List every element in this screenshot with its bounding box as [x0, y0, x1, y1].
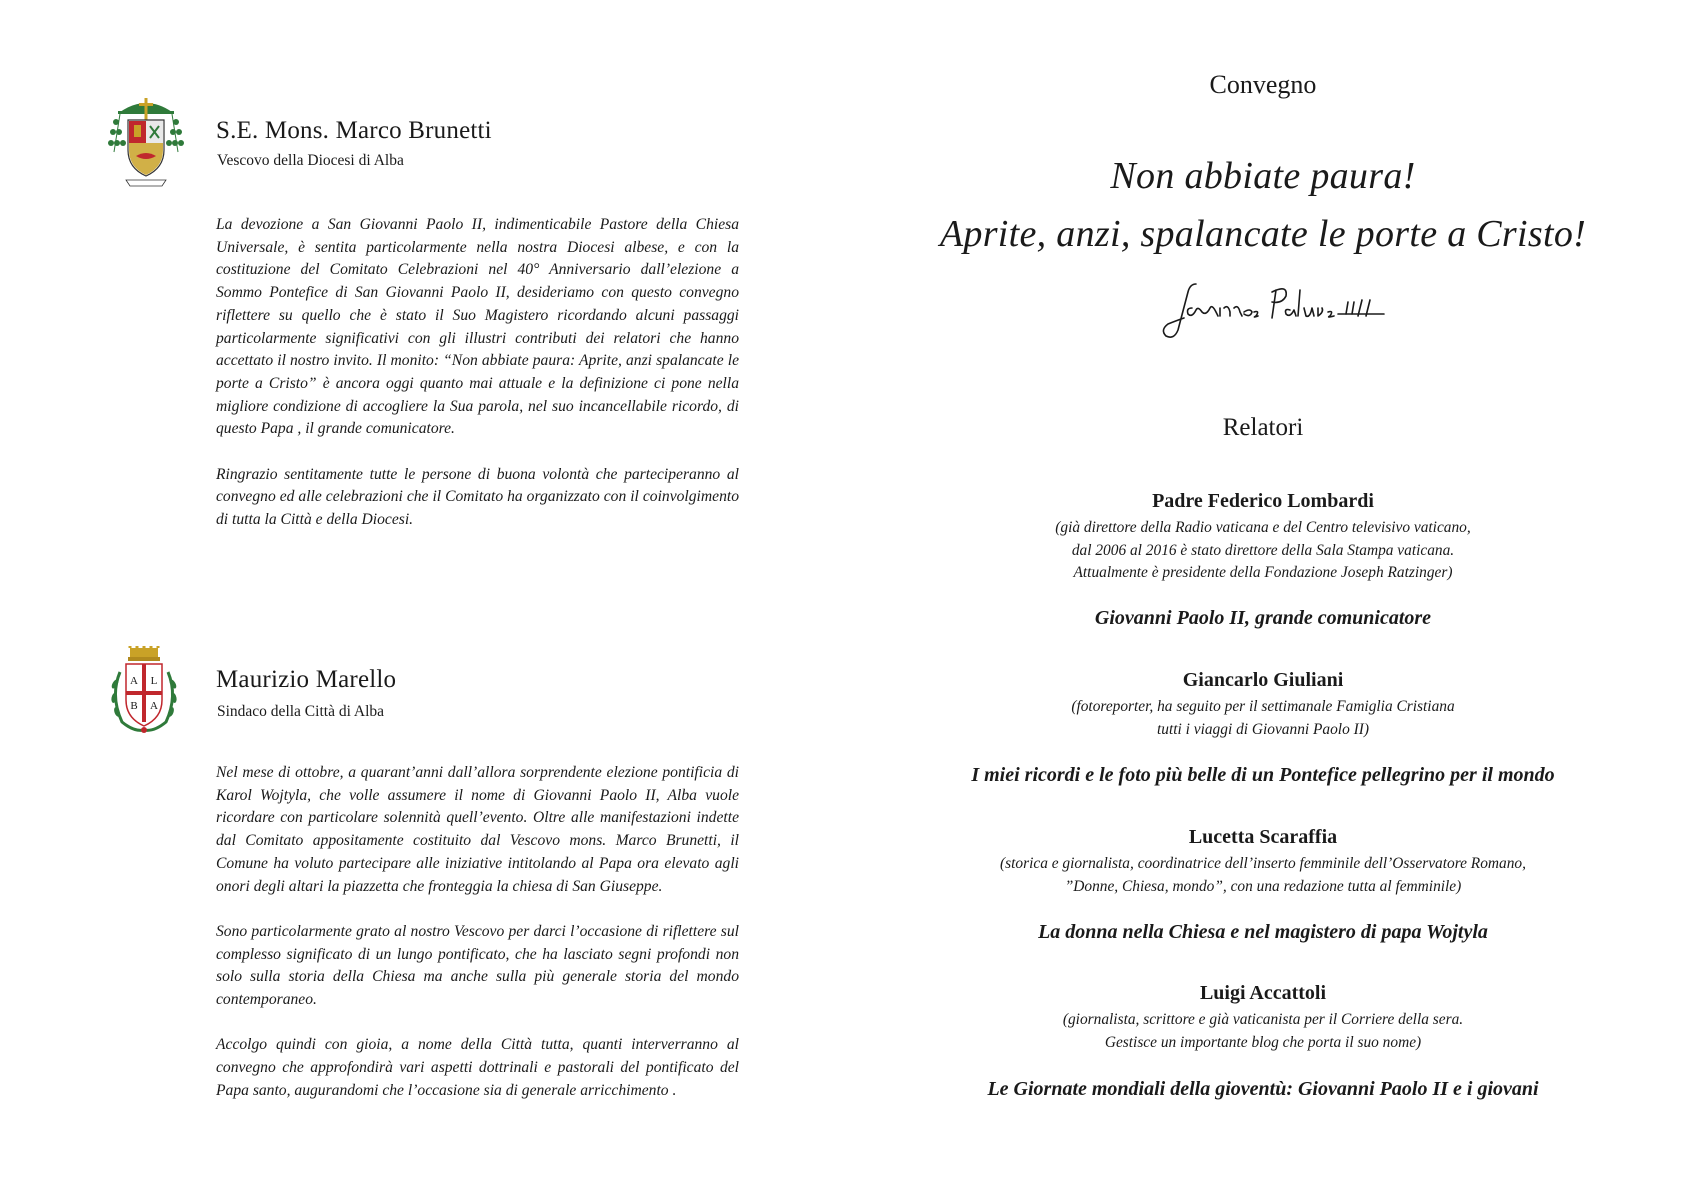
speaker-2-bio-line-1: (fotoreporter, ha seguito per il settimanale Famiglia Cristiana — [1071, 698, 1455, 715]
mayor-letter-paragraph-3: Accolgo quindi con gioia, a nome della Città tutta, quanti interverranno al convegno che approfondirà vari aspetti dottrinali e pastorali del pontificato del Papa santo, augurandomi che l’occasione sia di generale arricchimento . — [216, 1036, 739, 1099]
speaker-1-bio — [842, 517, 1684, 585]
bishop-role: Vescovo della Diocesi di Alba — [217, 152, 404, 169]
speaker-3-bio — [842, 853, 1684, 898]
speaker-1-name: Padre Federico Lombardi — [1152, 490, 1374, 512]
speaker-2-talk-title: I miei ricordi e le foto più belle di un Pontefice pellegrino per il mondo — [971, 764, 1555, 786]
mayor-letter-paragraph-1: Nel mese di ottobre, a quarant’anni dall’allora sorprendente elezione pontificia di Karol Wojtyla, che volle assumere il nome di Giovanni Paolo II, Alba vuole ricordare con particolare solennità quell’evento. Oltre alle manifestazioni indette dal Comitato appositamente costituito dal Vescovo mons. Marco Brunetti, il Comune ha voluto partecipare alle iniziative intitolando al Papa ora elevato agli onori degli altari la piazzetta che fronteggia la chiesa di San Giuseppe. — [216, 764, 739, 895]
alba-city-coat-of-arms-icon — [106, 646, 182, 736]
speaker-2-name: Giancarlo Giuliani — [1182, 669, 1344, 691]
mayor-letter-paragraph-2: Sono particolarmente grato al nostro Vescovo per darci l’occasione di riflettere sul complesso significato di un lungo pontificato, che ha lasciato segni profondi non solo sulla storia della Chiesa ma anche sulla più generale storia del mondo contemporaneo. — [216, 922, 739, 1009]
speaker-1-bio-line-1: (già direttore della Radio vaticana e del Centro televisivo vaticano, — [1055, 519, 1471, 536]
mayor-letter — [216, 762, 739, 1103]
bishop-name: S.E. Mons. Marco Brunetti — [216, 117, 492, 144]
speaker-4-talk-title: Le Giornate mondiali della gioventù: Giovanni Paolo II e i giovani — [987, 1078, 1539, 1100]
bishop-letter-paragraph-2: Ringrazio sentitamente tutte le persone di buona volontà che parteciperanno al convegno ed alle celebrazioni che il Comitato ha organizzato con il coinvolgimento di tutta la Città e della Diocesi. — [216, 465, 739, 529]
crest-letter-3: B — [130, 700, 138, 712]
bishop-letter — [216, 214, 739, 532]
speaker-1-talk-title: Giovanni Paolo II, grande comunicatore — [1094, 607, 1432, 629]
speaker-1-bio-line-2: dal 2006 al 2016 è stato direttore della Sala Stampa vaticana. — [1071, 541, 1455, 559]
speaker-3-talk-title: La donna nella Chiesa e nel magistero di papa Wojtyla — [1038, 921, 1488, 943]
episcopal-coat-of-arms-icon — [106, 92, 186, 192]
mayor-role: Sindaco della Città di Alba — [217, 703, 385, 720]
speaker-3-bio-line-1: (storica e giornalista, coordinatrice dell’inserto femminile dell’Osservatore Romano, — [1000, 855, 1526, 872]
speaker-4-name: Luigi Accattoli — [1199, 982, 1327, 1004]
speaker-2-bio — [842, 696, 1684, 741]
speaker-3-name: Lucetta Scaraffia — [1188, 826, 1338, 848]
speaker-4-bio-line-2: Gestisce un importante blog che porta il suo nome) — [1104, 1033, 1422, 1051]
speakers-heading: Relatori — [1222, 414, 1304, 441]
crest-letter-2: L — [150, 675, 158, 687]
speaker-4-bio — [842, 1009, 1684, 1054]
speaker-4-bio-line-1: (giornalista, scrittore e già vaticanista per il Corriere della sera. — [1062, 1011, 1464, 1028]
bishop-letter-paragraph-1: La devozione a San Giovanni Paolo II, indimenticabile Pastore della Chiesa Universale, è sentita particolarmente nella nostra Diocesi albese, e con la costituzione del Comitato Celebrazioni nel 40° Anniversario dall’elezione a Sommo Pontefice di San Giovanni Paolo II, desideriamo con questo convegno riflettere su quello che è stato il Suo Magistero ricordando alcuni passaggi particolarmente significativi con gli illustri contributi dei relatori che hanno accettato il nostro invito. Il monito: “Non abbiate paura: Aprite, anzi spalancate le porte a Cristo” è ancora oggi quanto mai attuale e la definizione ci pone nella migliore condizione di accogliere la Sua parola, nel suo incancellabile ricordo, di questo Papa , il grande comunicatore. — [216, 216, 739, 438]
mayor-name: Maurizio Marello — [216, 666, 397, 693]
speaker-1-bio-line-3: Attualmente è presidente della Fondazione Joseph Ratzinger) — [1073, 564, 1453, 581]
papal-signature — [1158, 278, 1398, 346]
event-type: Convegno — [1209, 70, 1317, 99]
speaker-3-bio-line-2: ”Donne, Chiesa, mondo”, con una redazione tutta al femminile) — [1064, 877, 1462, 895]
right-page — [842, 0, 1684, 1191]
motto-line-2: Aprite, anzi, spalancate le porte a Cristo! — [939, 213, 1587, 255]
crest-letter-1: A — [130, 675, 138, 687]
motto-line-1: Non abbiate paura! — [1110, 155, 1416, 197]
speaker-2-bio-line-2: tutti i viaggi di Giovanni Paolo II) — [1156, 720, 1370, 738]
crest-letter-4: A — [150, 700, 158, 712]
